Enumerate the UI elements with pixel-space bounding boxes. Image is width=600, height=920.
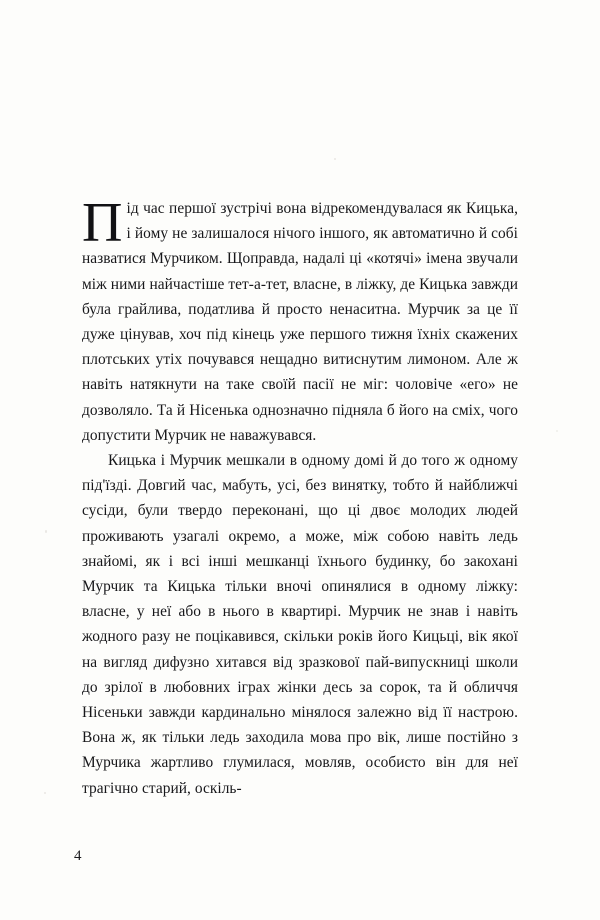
- paragraph-1-text: ід час першої зустрічі вона відрекомендувалася як Кицька, і йому не залишалося нічого іншого, як автоматично й собі назватися Мурчиком. Щоправда, надалі ці «котячі» імена звучали між ними найчастіше тет-а-тет, власне, в ліжку, де Кицька завжди була грайлива, податлива й просто ненаситна. Мурчик за це її дуже цінував, хоч під кінець уже першого тижня їхніх скажених плотських утіх почувався нещадно витиснутим лимоном. Але ж навіть натякнути на таке своїй пасії не міг: чоловіче «его» не дозволяло. Та й Нісенька однозначно підняла б його на сміх, чого допустити Мурчик не наважувався.: [82, 200, 518, 444]
- page-text-body: [82, 192, 518, 801]
- paragraph-2: Кицька і Мурчик мешкали в одному домі й до того ж одному під'їзді. Довгий час, мабуть, усі, без винятку, тобто й найближчі сусіди, були твердо переконані, що ці двоє молодих людей проживають узагалі окремо, а може, між собою навіть ледь знайомі, як і всі інші мешканці їхнього будинку, бо закохані Мурчик та Кицька тільки вночі опинялися в одному ліжку: власне, у неї або в нього в квартирі. Мурчик не знав і навіть жодного разу не поцікавився, скільки років його Кицьці, вік якої на вигляд дифузно хитався від зразкової пай-випускниці школи до зрілої в любовних іграх жінки десь за сорок, та й обличчя Нісеньки завжди кардинально мінялося залежно від її настрою. Вона ж, як тільки ледь заходила мова про вік, лише постійно з Мурчика жартливо глумилася, мовляв, особисто він для неї трагічно старий, оскіль-: [82, 452, 518, 797]
- paper-speck: [44, 792, 46, 794]
- page-number: 4: [74, 848, 82, 864]
- paragraph-1: [82, 192, 518, 448]
- paper-speck: [556, 430, 558, 432]
- paper-speck: [334, 158, 336, 160]
- drop-cap: П: [82, 192, 123, 254]
- paper-speck: [45, 530, 47, 533]
